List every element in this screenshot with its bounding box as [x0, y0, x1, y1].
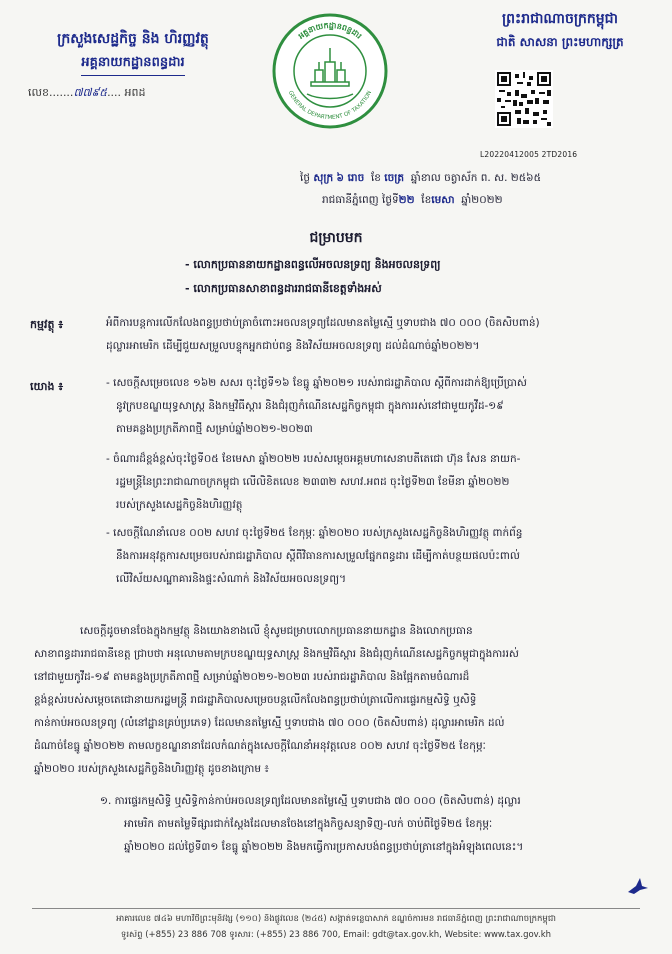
- footer-address: អាគារលេខ ៧៤៦ មហាវិថីព្រះមុនីវង្ស (១១០) និងផ្លូវលេខ (២៤៥) សង្កាត់ទន្លេបាសាក់ ខណ្ឌចំការមន រាជធានីភ្នំពេញ ព្រះរាជាណាចក្រកម្ពុជា: [116, 914, 556, 924]
- subject-label: កម្មវត្ថុ ៖: [30, 318, 64, 331]
- reference-1: - សេចក្តីសម្រេចលេខ ១៦២ សសរ ចុះថ្ងៃទី១៦ ខែធ្នូ ឆ្នាំ២០២១ របស់រាជរដ្ឋាភិបាល ស្តីពីការដាក់ឱ្យប្រើប្រាស់ នូវក្របខណ្ឌយុទ្ធសាស្ត្រ និងកម្មវិធីស្តារ និងជំរុញកំណើនសេដ្ឋកិច្ចកម្ពុជា ក្នុងការរស់នៅជាមួយកូវីដ-១៩ តាមគន្លងប្រក្រតីភាពថ្មី សម្រាប់ឆ្នាំ២០២១-២០២៣: [106, 377, 527, 435]
- letter-title: ជម្រាបមក: [309, 230, 363, 246]
- seal-top-text: អគ្គនាយកដ្ឋានពន្ធដារ: [296, 20, 364, 41]
- reference-3: - សេចក្តីណែនាំលេខ ០០២ សហវ ចុះថ្ងៃទី២៥ ខែកុម្ភៈ ឆ្នាំ២០២០ របស់ក្រសួងសេដ្ឋកិច្ចនិងហិរញ្ញវត្ថុ ពាក់ព័ន្ធ នឹងការអនុវត្តការសម្រេចរបស់រាជរដ្ឋាភិបាល ស្តីពីវិធានការសម្រួលផ្នែកពន្ធដារ ដើម្បីកាត់បន្ថយផលប៉ះពាល់ លើវិស័យសណ្ឋាគារនិងផ្ទះសំណាក់ និងវិស័យអចលនទ្រព្យ។: [106, 527, 523, 585]
- bird-mark-icon: [626, 876, 650, 896]
- solar-year: ឆ្នាំ២០២២: [461, 194, 503, 206]
- seal-bottom-text: GENERAL DEPARTMENT OF TAXATION: [286, 90, 374, 122]
- lunar-month: ចេត្រ: [384, 172, 405, 184]
- solar-month: មេសា: [431, 194, 455, 206]
- gdt-seal-logo: [271, 12, 389, 130]
- national-motto: ជាតិ សាសនា ព្រះមហាក្សត្រ: [496, 35, 624, 49]
- lunar-date: ថ្ងៃ សុក្រ ៦ រោច ខែ ចេត្រ ឆ្នាំខាល ចត្វាស័ក ព. ស. ២៥៦៥: [300, 172, 542, 184]
- subject-text: អំពីការបន្តការលើកលែងពន្ធប្រថាប់ត្រាចំពោះអចលនទ្រព្យដែលមានតម្លៃស្មើ ឬទាបជាង ៧០ ០០០ (ចិតសិបពាន់) ដុល្លារអាមេរិក ដើម្បីជួយសម្រួលបន្ទុកអ្នកជាប់ពន្ធ និងវិស័យអចលនទ្រព្យ ដល់ដំណាច់ឆ្នាំ២០២២។: [106, 317, 540, 352]
- body-paragraph: សេចក្តីដូចមានចែងក្នុងកម្មវត្ថុ និងយោងខាងលើ ខ្ញុំសូមជម្រាបលោកប្រធាននាយកដ្ឋាន និងលោកប្រធាន សាខាពន្ធដាររាជធានីខេត្ត ជ្រាបថា អនុលោមតាមក្របខណ្ឌយុទ្ធសាស្ត្រ និងកម្មវិធីស្តារ និងជំរុញកំណើនសេដ្ឋកិច្ចកម្ពុជាក្នុងការរស់ នៅជាមួយកូវីដ-១៩ តាមគន្លងប្រក្រតីភាពថ្មី សម្រាប់ឆ្នាំ២០២១-២០២៣ របស់រាជរដ្ឋាភិបាល និងផ្អែកតាមចំណារដ៏ ខ្ពង់ខ្ពស់របស់សម្តេចតេជោនាយករដ្ឋមន្ត្រី រាជរដ្ឋាភិបាលសម្រេចបន្តលើកលែងពន្ធប្រថាប់ត្រាលើការផ្ទេរកម្មសិទ្ធិ ឬសិទ្ធិ កាន់កាប់អចលនទ្រព្យ (លំនៅដ្ឋានគ្រប់ប្រភេទ) ដែលមានតម្លៃស្មើ ឬទាបជាង ៧០ ០០០ (ចិតសិបពាន់) ដុល្លារអាមេរិក ដល់ ដំណាច់ខែធ្នូ ឆ្នាំ២០២២ តាមលក្ខខណ្ឌនានាដែលកំណត់ក្នុងសេចក្តីណែនាំអនុវត្តលេខ ០០២ សហវ ចុះថ្ងៃទី២៥ ខែកុម្ភៈ ឆ្នាំ២០២០ របស់ក្រសួងសេដ្ឋកិច្ចនិងហិរញ្ញវត្ថុ ដូចខាងក្រោម ៖: [34, 625, 519, 775]
- qr-code-text: L20220412005 2TD2016: [480, 150, 578, 159]
- solar-date: រាជធានីភ្នំពេញ ថ្ងៃទី២២ ខែមេសា ឆ្នាំ២០២២: [322, 194, 503, 206]
- reference-number: លេខ.......៧៧៩៥.... អពដ: [28, 86, 146, 99]
- solar-day: ២២: [398, 194, 415, 206]
- reference-2: - ចំណារដ៏ខ្ពង់ខ្ពស់ចុះថ្ងៃទី០៥ ខែមេសា ឆ្នាំ២០២២ របស់សម្តេចអគ្គមហាសេនាបតីតេជោ ហ៊ុន សែន នាយក- រដ្ឋមន្ត្រីនៃព្រះរាជាណាចក្រកម្ពុជា លើលិខិតលេខ ២៣៣២ សហវ.អពដ ចុះថ្ងៃទី២៣ ខែមីនា ឆ្នាំ២០២២ របស់ក្រសួងសេដ្ឋកិច្ចនិងហិរញ្ញវត្ថុ: [106, 453, 521, 511]
- footer-divider: [32, 908, 640, 909]
- references-label: យោង ៖: [30, 380, 64, 393]
- ref-prefix: លេខ: [28, 86, 49, 99]
- ministry-name: ក្រសួងសេដ្ឋកិច្ច និង ហិរញ្ញវត្ថុ: [57, 31, 209, 47]
- lunar-year: ឆ្នាំខាល ចត្វាស័ក ព. ស. ២៥៦៥: [410, 172, 542, 184]
- footer-contact: ទូរស័ព្ទ (+855) 23 886 708 ទូរសារ: (+855) 23 886 700, Email: gdt@tax.gov.kh, Website: www.tax.gov.kh: [120, 930, 552, 940]
- department-name: អគ្គនាយកដ្ឋានពន្ធដារ: [81, 54, 184, 76]
- list-item-1: ១. ការផ្ទេរកម្មសិទ្ធិ ឬសិទ្ធិកាន់កាប់អចលនទ្រព្យដែលមានតម្លៃស្មើ ឬទាបជាង ៧០ ០០០ (ចិតសិបពាន់) ដុល្លារ អាមេរិក តាមតម្លៃទីផ្សារជាក់ស្តែងដែលមានចែងនៅក្នុងកិច្ចសន្យាទិញ-លក់ ចាប់ពីថ្ងៃទី២៥ ខែកុម្ភៈ ឆ្នាំ២០២០ ដល់ថ្ងៃទី៣១ ខែធ្នូ ឆ្នាំ២០២២ និងមកធ្វើការប្រកាសបង់ពន្ធប្រថាប់ត្រានៅក្នុងអំឡុងពេលនេះ។: [100, 795, 524, 853]
- kingdom-header: [460, 10, 660, 52]
- qr-code-icon: [495, 70, 553, 128]
- lunar-date-value: ៦ រោច: [336, 172, 365, 184]
- ref-suffix: អពដ: [124, 86, 146, 99]
- kingdom-name: ព្រះរាជាណាចក្រកម្ពុជា: [501, 11, 618, 27]
- ministry-header: [18, 30, 248, 102]
- ref-number: ៧៧៩៥: [73, 86, 108, 99]
- lunar-day: សុក្រ: [313, 172, 334, 184]
- recipient-1: - លោកប្រធាននាយកដ្ឋានពន្ធលើអចលនទ្រព្យ និងអចលនទ្រព្យ: [185, 258, 441, 271]
- recipient-2: - លោកប្រធានសាខាពន្ធដាររាជធានីខេត្តទាំងអស់: [185, 282, 382, 295]
